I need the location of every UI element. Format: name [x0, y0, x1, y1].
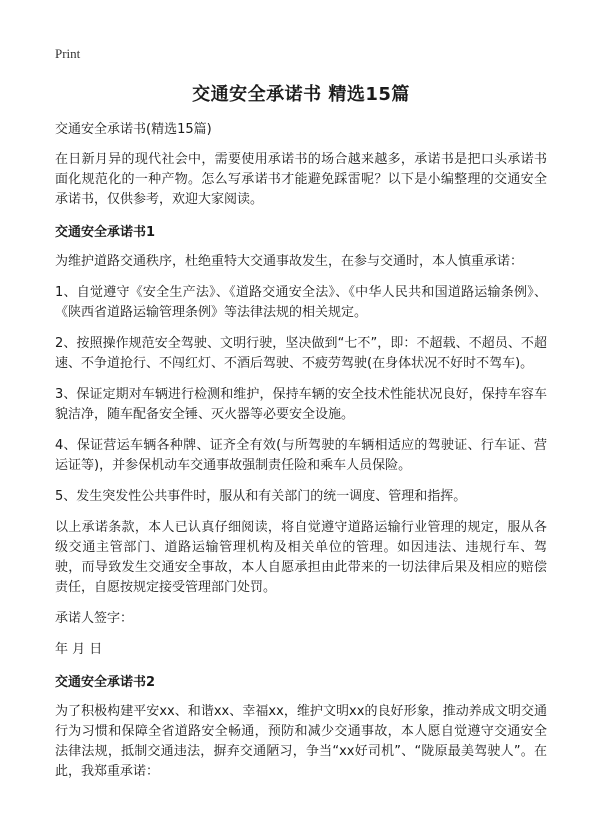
section-1-lead: 为维护道路交通秩序，杜绝重特大交通事故发生，在参与交通时，本人慎重承诺： — [55, 254, 524, 269]
commitment-item-2: 2、按照操作规范安全驾驶、文明行驶，坚决做到“七不”，即：不超载、不超员、不超速、不争道抢行、不闯红灯、不酒后驾驶、不疲劳驾驶(在身体状况不好时不驾车)。 — [55, 336, 547, 371]
date-line: 年 月 日 — [55, 642, 103, 657]
commitment-item-4: 4、保证营运车辆各种牌、证齐全有效(与所驾驶的车辆相适应的驾驶证、行车证、营运证等)，并参保机动车交通事故强制责任险和乘车人员保险。 — [55, 438, 547, 473]
commitment-item-3: 3、保证定期对车辆进行检测和维护，保持车辆的安全技术性能状况良好，保持车容车貌洁净，随车配备安全锤、灭火器等必要安全设施。 — [55, 387, 547, 422]
section-1-closing: 以上承诺条款，本人已认真仔细阅读，将自觉遵守道路运输行业管理的规定，服从各级交通主管部门、道路运输管理机构及相关单位的管理。如因违法、违规行车、驾驶，而导致发生交通安全事故，本人自愿承担由此带来的一切法律后果及相应的赔偿责任，自愿按规定接受管理部门处罚。 — [55, 520, 547, 595]
page-title: 交通安全承诺书 精选15篇 — [192, 84, 410, 105]
commitment-item-1: 1、自觉遵守《安全生产法》、《道路交通安全法》、《中华人民共和国道路运输条例》、《陕西省道路运输管理条例》等法律法规的相关规定。 — [55, 285, 547, 320]
section-2-lead: 为了积极构建平安xx、和谐xx、幸福xx，维护文明xx的良好形象，推动养成文明交通行为习惯和保障全省道路安全畅通，预防和减少交通事故，本人愿自觉遵守交通安全法律法规，抵制交通违法，摒弃交通陋习，争当“xx好司机”、“陇原最美驾驶人”。在此，我郑重承诺： — [55, 704, 547, 779]
commitment-item-5: 5、发生突发性公共事件时，服从和有关部门的统一调度、管理和指挥。 — [55, 489, 467, 504]
intro-paragraph: 在日新月异的现代社会中，需要使用承诺书的场合越来越多，承诺书是把口头承诺书面化规范化的一种产物。怎么写承诺书才能避免踩雷呢？以下是小编整理的交通安全承诺书，仅供参考，欢迎大家阅读。 — [55, 152, 547, 207]
section-heading-2: 交通安全承诺书2 — [55, 675, 156, 690]
signature-line: 承诺人签字： — [55, 611, 134, 626]
document-subtitle: 交通安全承诺书(精选15篇) — [55, 122, 212, 137]
section-heading-1: 交通安全承诺书1 — [55, 225, 156, 240]
print-link[interactable]: Print — [55, 46, 81, 61]
document-body — [55, 80, 547, 793]
